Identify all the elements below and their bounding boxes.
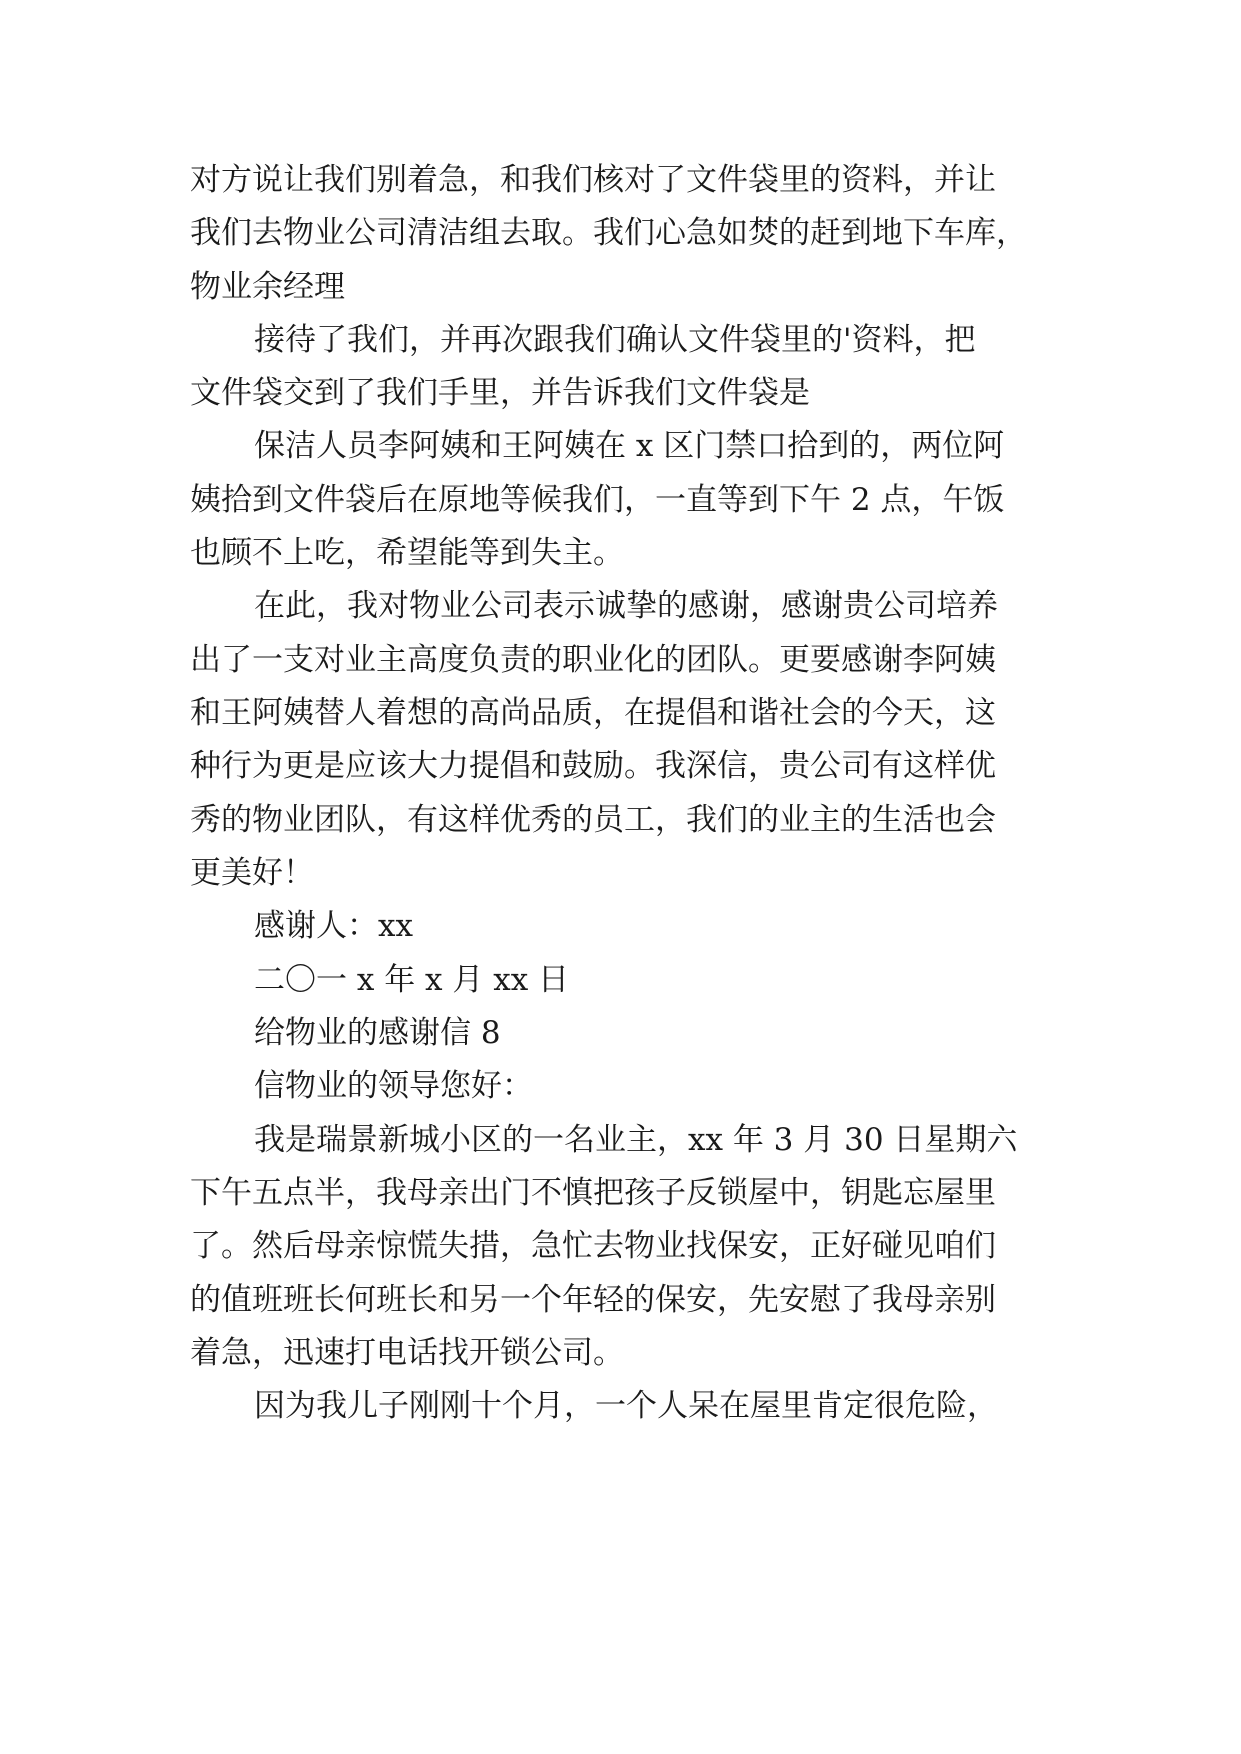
text-line: 出了一支对业主高度负责的职业化的团队。更要感谢李阿姨 <box>190 642 996 678</box>
text-line: 物业余经理 <box>190 269 345 305</box>
text-line: 保洁人员李阿姨和王阿姨在 x 区门禁口拾到的，两位阿 <box>254 428 1005 464</box>
text-line: 接待了我们，并再次跟我们确认文件袋里的'资料，把 <box>254 322 976 358</box>
text-line: 对方说让我们别着急，和我们核对了文件袋里的资料，并让 <box>190 162 996 198</box>
text-line: 种行为更是应该大力提倡和鼓励。我深信，贵公司有这样优 <box>190 748 996 784</box>
section-title: 给物业的感谢信 8 <box>254 1015 501 1051</box>
date-line: 二〇一 x 年 x 月 xx 日 <box>254 962 570 998</box>
text-line: 的值班班长何班长和另一个年轻的保安，先安慰了我母亲别 <box>190 1282 996 1318</box>
text-line: 也顾不上吃，希望能等到失主。 <box>190 535 624 571</box>
signature-line: 感谢人：xx <box>254 908 413 944</box>
text-line: 文件袋交到了我们手里，并告诉我们文件袋是 <box>190 375 810 411</box>
text-line: 秀的物业团队，有这样优秀的员工，我们的业主的生活也会 <box>190 802 996 838</box>
text-line: 了。然后母亲惊慌失措，急忙去物业找保安，正好碰见咱们 <box>190 1228 996 1264</box>
text-line: 我们去物业公司清洁组去取。我们心急如焚的赶到地下车库， <box>190 215 1027 251</box>
salutation: 信物业的领导您好： <box>254 1068 533 1104</box>
text-line: 姨拾到文件袋后在原地等候我们，一直等到下午 2 点，午饭 <box>190 482 1005 518</box>
text-line: 着急，迅速打电话找开锁公司。 <box>190 1335 624 1371</box>
text-line: 下午五点半，我母亲出门不慎把孩子反锁屋中，钥匙忘屋里 <box>190 1175 996 1211</box>
text-line: 因为我儿子刚刚十个月，一个人呆在屋里肯定很危险， <box>254 1388 998 1424</box>
text-line: 和王阿姨替人着想的高尚品质，在提倡和谐社会的今天，这 <box>190 695 996 731</box>
text-line: 更美好！ <box>190 855 314 891</box>
text-line: 在此，我对物业公司表示诚挚的感谢，感谢贵公司培养 <box>254 588 998 624</box>
text-line: 我是瑞景新城小区的一名业主，xx 年 3 月 30 日星期六 <box>254 1122 1018 1158</box>
